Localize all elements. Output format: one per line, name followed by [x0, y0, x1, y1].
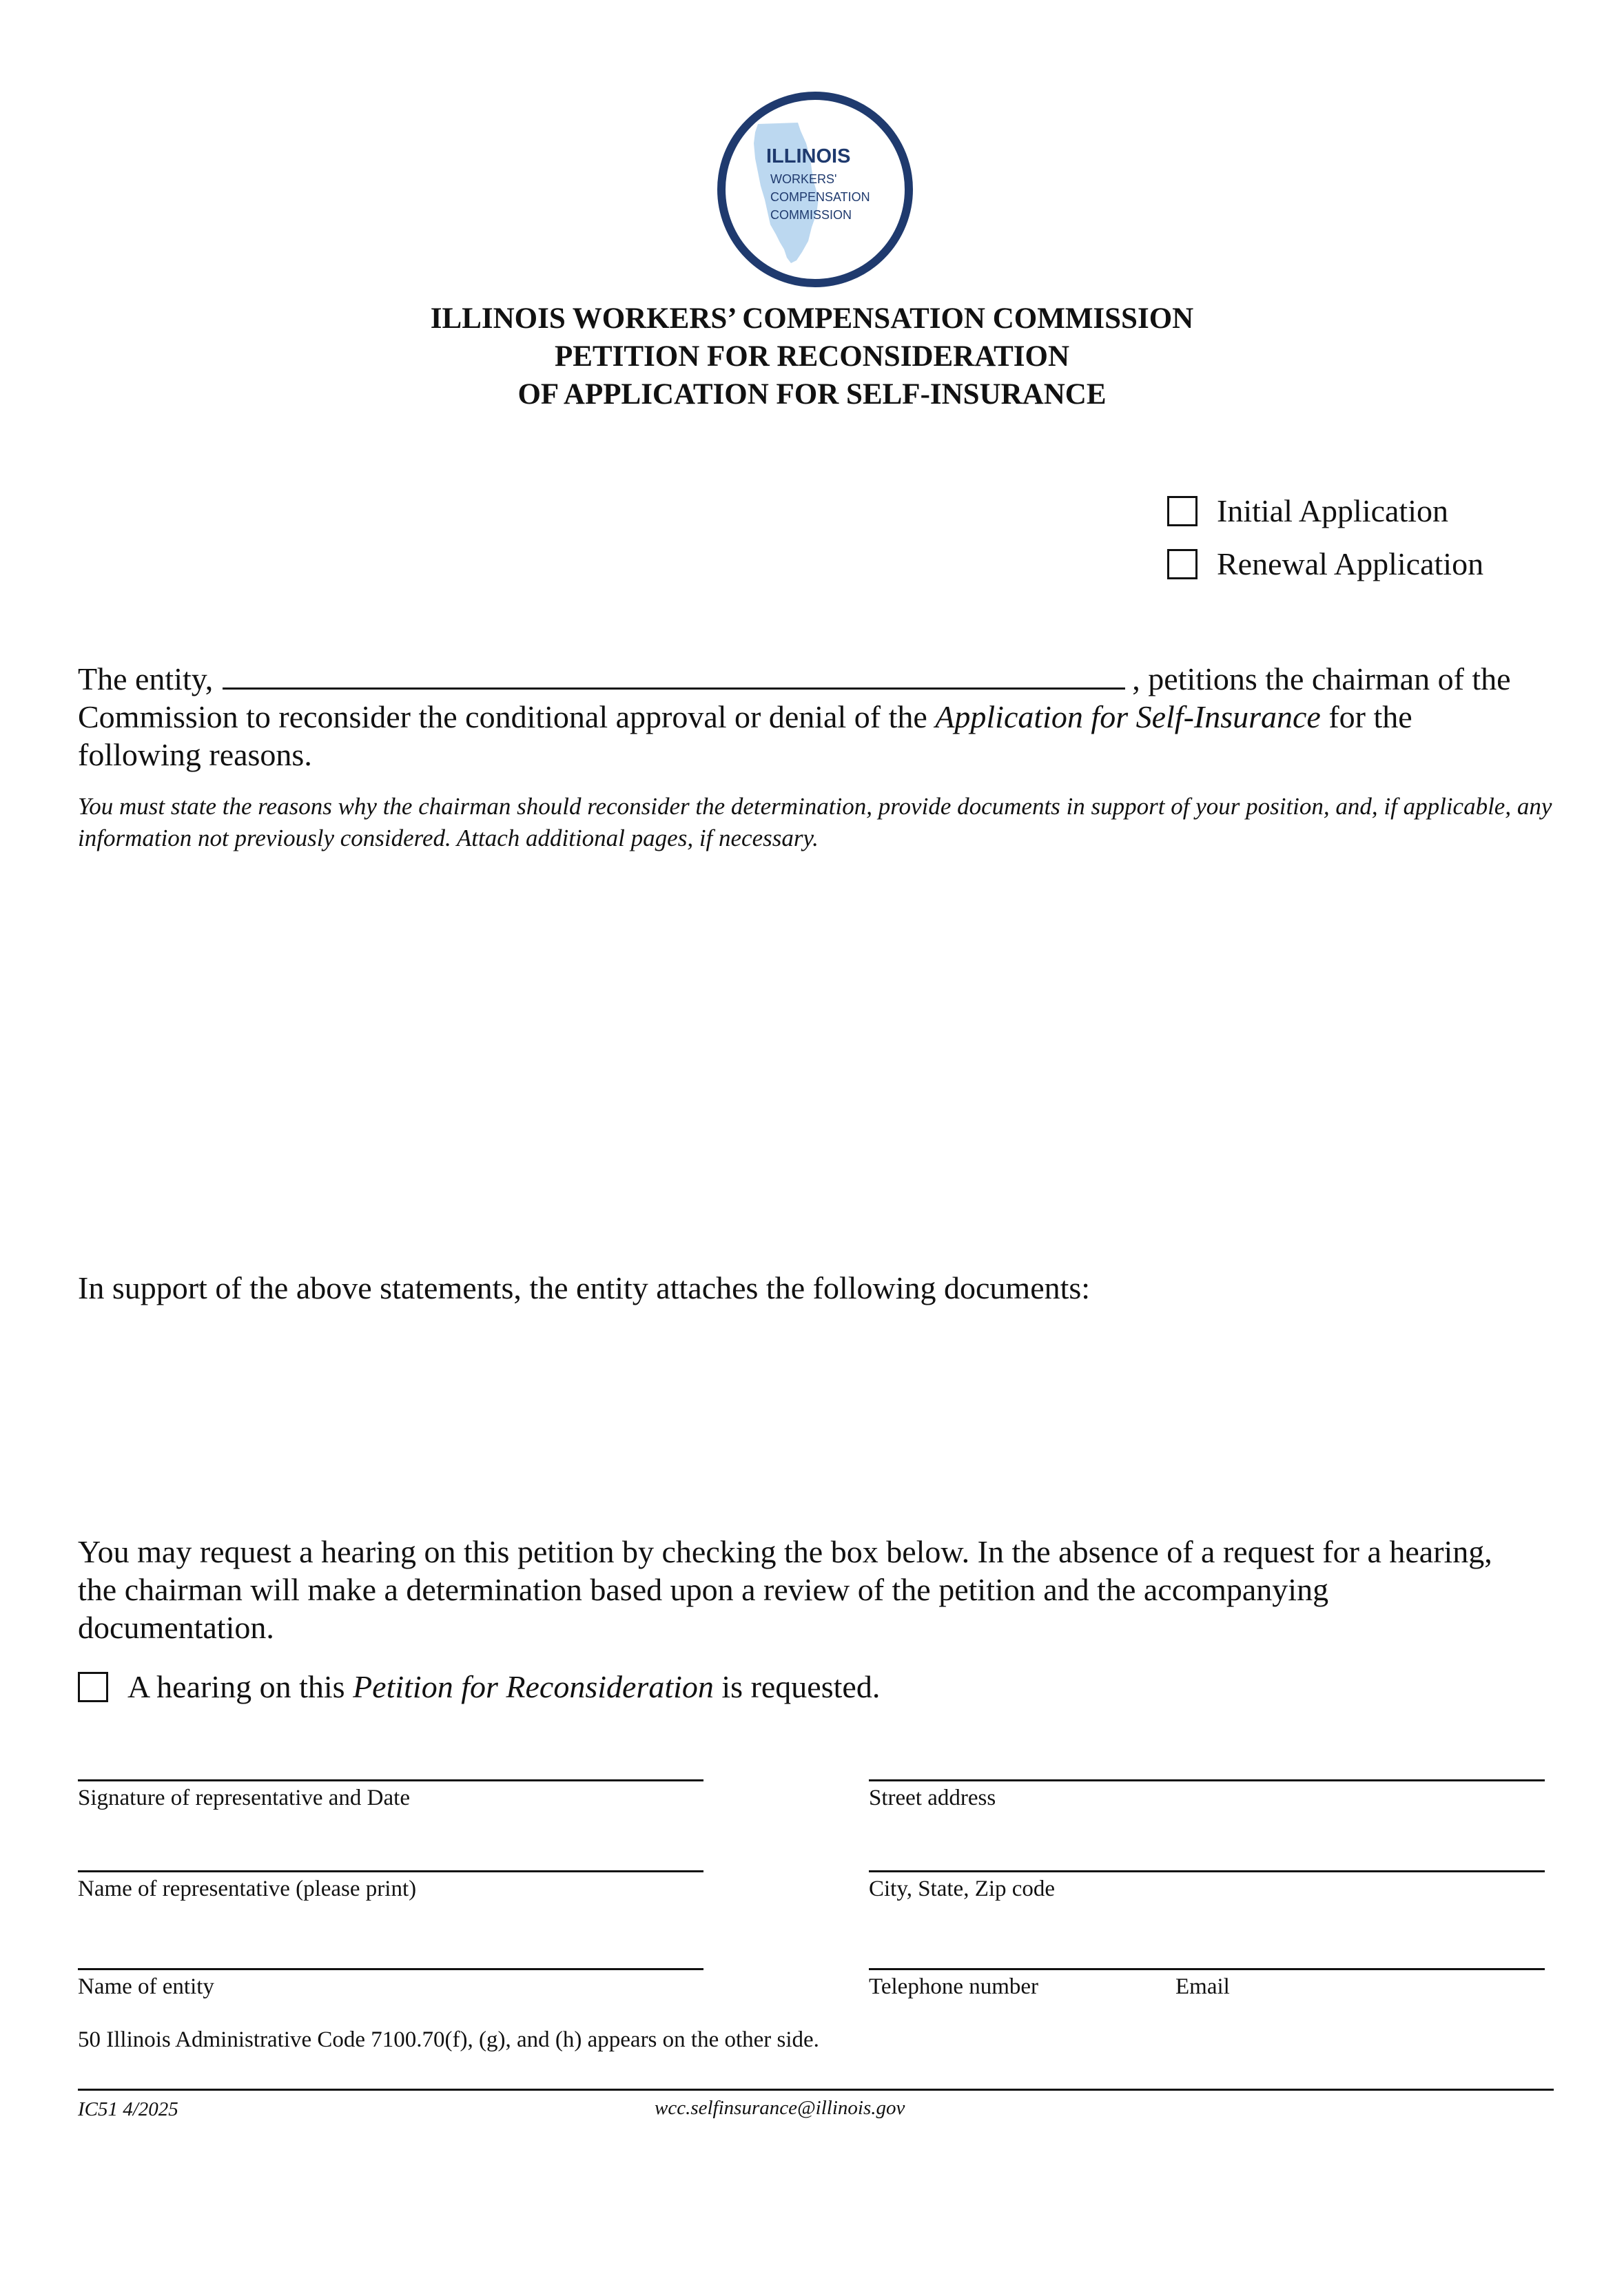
footer-divider: [78, 2089, 1554, 2091]
documents-response-area[interactable]: [78, 1323, 1545, 1502]
hearing-prefix: A hearing on this: [127, 1669, 345, 1704]
entity-name-blank[interactable]: [223, 660, 1125, 690]
initial-application-checkbox[interactable]: [1167, 496, 1198, 526]
title-line-2: PETITION FOR RECONSIDERATION: [554, 340, 1070, 373]
title-line-3: OF APPLICATION FOR SELF-INSURANCE: [517, 378, 1107, 411]
telephone-email-line[interactable]: [869, 1968, 1545, 1970]
email-label: Email: [1175, 1974, 1230, 1999]
initial-application-option[interactable]: [1167, 493, 1448, 529]
hearing-request-checkbox[interactable]: [78, 1672, 108, 1702]
form-id: IC51 4/2025: [78, 2098, 178, 2120]
entity-name-line[interactable]: [78, 1968, 703, 1970]
renewal-application-checkbox[interactable]: [1167, 549, 1198, 579]
renewal-application-label: Renewal Application: [1217, 546, 1484, 581]
entity-line2-italic: Application for Self-Insurance: [935, 699, 1321, 734]
entity-line2-start: Commission to reconsider the conditional approval or denial of the: [78, 699, 927, 734]
signature-line[interactable]: [78, 1779, 703, 1781]
city-state-zip-label: City, State, Zip code: [869, 1876, 1056, 1901]
hearing-suffix: is requested.: [721, 1669, 881, 1704]
hearing-paragraph: You may request a hearing on this petition by checking the box below. In the absence of a request for a hearing, the chairman will make a determination based upon a review of the petition and the accompanying documentation.: [78, 1534, 1492, 1645]
entity-line3: following reasons.: [78, 737, 312, 772]
entity-prefix: The entity,: [78, 661, 214, 696]
logo-text-line4: COMMISSION: [770, 208, 852, 222]
logo-text-line1: ILLINOIS: [766, 145, 851, 167]
city-state-zip-line[interactable]: [869, 1870, 1545, 1872]
logo-text-line3: COMPENSATION: [770, 190, 870, 204]
entity-suffix: , petitions the chairman of the: [1132, 661, 1511, 696]
telephone-label: Telephone number: [869, 1974, 1039, 1999]
entity-paragraph: [78, 660, 1539, 774]
street-address-label: Street address: [869, 1786, 996, 1810]
rep-name-label: Name of representative (please print): [78, 1876, 417, 1901]
contact-email[interactable]: wcc.selfinsurance@illinois.gov: [655, 2097, 905, 2119]
signature-label: Signature of representative and Date: [78, 1786, 410, 1810]
form-title: [0, 300, 1624, 413]
hearing-italic: Petition for Reconsideration: [353, 1669, 714, 1704]
entity-line2-end: for the: [1328, 699, 1412, 734]
rep-name-line[interactable]: [78, 1870, 703, 1872]
reasons-response-area[interactable]: [78, 868, 1545, 1240]
initial-application-label: Initial Application: [1217, 493, 1448, 528]
admin-code-note: 50 Illinois Administrative Code 7100.70(f), (g), and (h) appears on the other side.: [78, 2027, 819, 2052]
support-statement: In support of the above statements, the entity attaches the following documents:: [78, 1270, 1091, 1305]
street-address-line[interactable]: [869, 1779, 1545, 1781]
entity-name-label: Name of entity: [78, 1974, 214, 1999]
renewal-application-option[interactable]: [1167, 546, 1483, 582]
instructions-note: You must state the reasons why the chairman should reconsider the determination, provide documents in support of your position, and, if applicable, any information not previously considered. Attach additional pages, if necessary.: [78, 793, 1552, 851]
commission-logo: [715, 90, 915, 289]
title-line-1: ILLINOIS WORKERS’ COMPENSATION COMMISSION: [430, 302, 1194, 335]
hearing-request-option[interactable]: [78, 1668, 880, 1705]
logo-text-line2: WORKERS': [770, 172, 837, 186]
